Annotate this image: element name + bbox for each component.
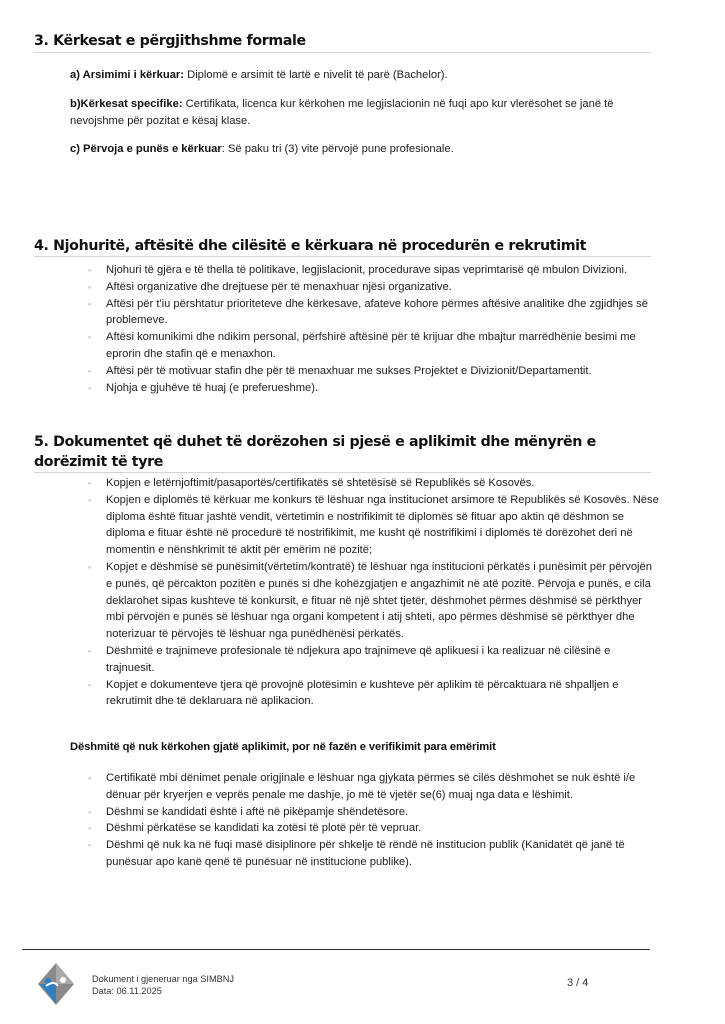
verification-list <box>70 770 660 871</box>
list-item: ◦ Aftësi për të motivuar stafin dhe për të menaxhuar me sukses Projektet e Divizionit/Departamentit. <box>70 363 660 380</box>
requirement-education <box>70 67 650 84</box>
footer-info <box>92 973 234 997</box>
section-5-heading: 5. Dokumentet që duhet të dorëzohen si pjesë e aplikimit dhe mënyrën e dorëzimit të tyre <box>34 434 596 470</box>
list-item: ◦ Dëshmi që nuk ka në fuqi masë disiplinore për shkelje të rëndë në institucion publik (Kanidatët që janë të punësuar apo kanë qenë të punësuar në institucione publike). <box>88 839 625 868</box>
requirement-label: c) Përvoja e punës e kërkuar <box>70 143 222 155</box>
bullet-icon: ◦ <box>88 561 92 572</box>
list-item: ◦ Certifikatë mbi dënimet penale origjinale e lëshuar nga gjykata përmes së cilës dëshmohet se nuk është i/e dënuar për kryerjen e veprës penale me dashje, jo më të vjetër se(6) muaj nga data e lëshimit. <box>88 772 636 801</box>
list-item: ◦ Aftësi për t'iu përshtatur prioriteteve dhe kërkesave, afateve kohore përmes aftësive analitike dhe zgjidhjes së problemeve. <box>88 297 648 327</box>
bullet-icon: ◦ <box>88 281 92 292</box>
skills-list <box>70 262 660 396</box>
requirement-specific <box>70 96 650 130</box>
requirement-text: Certifikata, licenca kur kërkohen me legjislacionin në fuqi apo kur vlerësohet se janë të nevojshme për pozitat e kësaj klase. <box>70 98 614 127</box>
generation-date: Data: 06.11.2025 <box>92 986 162 996</box>
section-4-rule <box>34 256 651 257</box>
list-item: ◦ Kopjen e diplomës të kërkuar me konkurs të lëshuar nga institucionet arsimore të Republikës së Kosovës. Nëse diploma është fituar jashtë vendit, vërtetimin e nostrifikimit të diplomës së fituar apo aktin që dëshmon se diploma e fituar është në procedurë të nostrifikimit, me kusht që nostrifikimi i diplomës të dorëzohet deri në momentin e nënshkrimit të aktit për emërim në pozitë; <box>88 493 659 557</box>
bullet-icon: ◦ <box>88 806 92 817</box>
footer-rule <box>22 949 650 950</box>
bullet-icon: ◦ <box>88 265 92 275</box>
bullet-icon: ◦ <box>88 823 92 834</box>
list-item: ◦ Kopjet e dëshmisë së punësimit(vërtetim/kontratë) të lëshuar nga institucioni përkatës i punësimit për përvojën e punës, që përcakton pozitën e punës si dhe kohëzgjatjen e angazhimit në atë pozitë. Përvoja e punës, e cila deklarohet sipas kushteve të konkursit, e fituar në një shtet tjetër, dëshmohet përmes dëshmisë së përkthyer mbi përvojën e punës së lëshuar nga organi kompetent i atij shteti, apo përmes dëshmisë së përkthyer dhe noterizuar të përvojës të lëshuar nga punëdhënësi përkatës. <box>88 560 652 641</box>
bullet-icon: ◦ <box>88 332 92 343</box>
list-item: ◦ Dëshmi përkatëse se kandidati ka zotësi të plotë për të vepruar. <box>70 820 660 837</box>
section-5-rule <box>34 472 651 473</box>
list-item: ◦ Kopjet e dokumenteve tjera që provojnë plotësimin e kushteve për aplikim të përcaktuara në shpalljen e rekrutimit dhe të deklaruara në aplikacion. <box>88 678 619 708</box>
list-item: ◦ Aftësi organizative dhe drejtuese për të menaxhuar njësi organizative. <box>70 279 660 296</box>
bullet-icon: ◦ <box>88 840 92 851</box>
requirement-label: a) Arsimimi i kërkuar: <box>70 69 184 81</box>
bullet-icon: ◦ <box>88 382 92 393</box>
bullet-icon: ◦ <box>88 645 92 656</box>
list-item: ◦ Dëshmi se kandidati është i aftë në pikëpamje shëndetësore. <box>70 804 660 821</box>
page-number: 3 / 4 <box>567 977 589 989</box>
requirement-text: : Së paku tri (3) vite përvojë pune profesionale. <box>221 143 454 155</box>
verification-heading: Dëshmitë që nuk kërkohen gjatë aplikimit, por në fazën e verifikimit para emërimit <box>70 741 496 753</box>
list-item: ◦ Aftësi komunikimi dhe ndikim personal, përfshirë aftësinë për të krijuar dhe mbajtur marrëdhënie besimi me eprorin dhe stafin që e menaxhon. <box>88 331 636 360</box>
bullet-icon: ◦ <box>88 298 92 309</box>
bullet-icon: ◦ <box>88 679 92 690</box>
list-item: ◦ Dëshmitë e trajnimeve profesionale të ndjekura apo trajnimeve që aplikuesi i ka realizuar në cilësinë e trajnuesit. <box>88 644 611 674</box>
list-item: ◦ Njohja e gjuhëve të huaj (e preferueshme). <box>70 380 660 397</box>
generated-by-text: Dokument i gjeneruar nga SIMBNJ <box>92 974 234 984</box>
requirement-experience <box>70 141 650 158</box>
section-3-rule <box>34 52 651 53</box>
bullet-icon: ◦ <box>88 478 92 488</box>
simbnj-logo-icon <box>36 962 76 1006</box>
requirement-label: b)Kërkesat specifike: <box>70 98 183 110</box>
section-4-heading: 4. Njohuritë, aftësitë dhe cilësitë e kërkuara në procedurën e rekrutimit <box>34 238 587 254</box>
bullet-icon: ◦ <box>88 773 92 783</box>
bullet-icon: ◦ <box>88 365 92 376</box>
list-item: ◦ Kopjen e letërnjoftimit/pasaportës/certifikatës së shtetësisë së Republikës së Kosovës. <box>70 475 660 492</box>
section-3-heading: 3. Kërkesat e përgjithshme formale <box>34 33 306 49</box>
bullet-icon: ◦ <box>88 494 92 505</box>
requirement-text: Diplomë e arsimit të lartë e nivelit të parë (Bachelor). <box>184 69 448 81</box>
list-item: ◦ Njohuri të gjëra e të thella të politikave, legjislacionit, procedurave sipas veprimtarisë që mbulon Divizioni. <box>70 262 660 279</box>
documents-list <box>70 475 660 710</box>
